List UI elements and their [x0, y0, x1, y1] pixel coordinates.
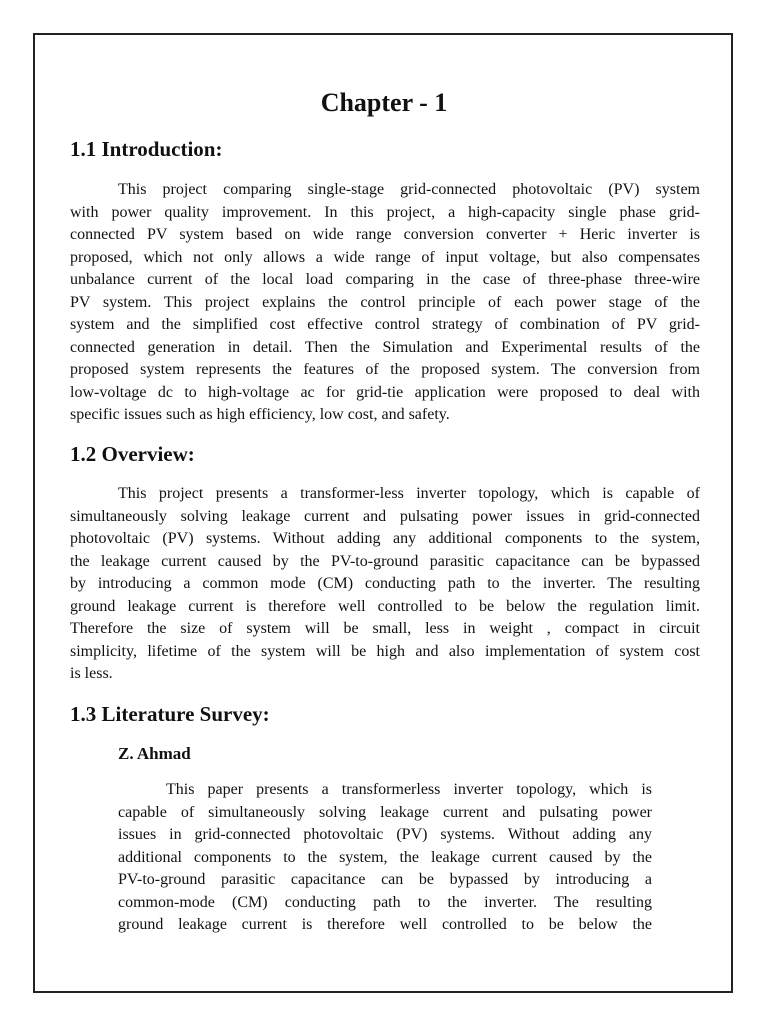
- text-line: proposed system represents the features of the proposed system. The conversion from: [70, 361, 700, 378]
- text-line: connected generation in detail. Then the Simulation and Experimental results of the: [70, 338, 700, 356]
- text-line: This paper presents a transformerless inverter topology, which is: [166, 781, 652, 798]
- text-line: issues in grid-connected photovoltaic (PV) systems. Without adding any: [118, 826, 652, 843]
- text-line: additional components to the system, the leakage current caused by the: [118, 848, 652, 866]
- text-line: simultaneously solving leakage current and pulsating power issues in grid-connected: [70, 507, 700, 525]
- text-line: Therefore the size of system will be small, less in weight , compact in circuit: [70, 620, 700, 637]
- text-line: connected PV system based on wide range conversion converter + Heric inverter is: [70, 226, 700, 243]
- heading-overview: 1.2 Overview:: [70, 442, 195, 466]
- text-line: is less.: [70, 665, 113, 682]
- text-line: simplicity, lifetime of the system will be high and also implementation of system cost: [70, 642, 700, 660]
- text-line: PV-to-ground parasitic capacitance can be bypassed by introducing a: [118, 871, 652, 888]
- text-line: capable of simultaneously solving leakage current and pulsating power: [118, 803, 652, 821]
- text-line: system and the simplified cost effective control strategy of combination of PV grid-: [70, 316, 700, 333]
- paragraph-literature: [118, 779, 652, 937]
- text-line: photovoltaic (PV) systems. Without adding any additional components to the system,: [70, 530, 700, 547]
- text-line: the leakage current caused by the PV-to-ground parasitic capacitance can be bypassed: [70, 552, 700, 570]
- heading-introduction: 1.1 Introduction:: [70, 137, 223, 161]
- text-line: This project presents a transformer-less inverter topology, which is capable of: [118, 485, 700, 502]
- subheading-author: Z. Ahmad: [118, 744, 191, 763]
- text-line: unbalance current of the local load comparing in the case of three-phase three-wire: [70, 271, 700, 288]
- text-line: specific issues such as high efficiency, low cost, and safety.: [70, 406, 450, 423]
- text-line: low-voltage dc to high-voltage ac for grid-tie application were proposed to deal with: [70, 383, 700, 401]
- paragraph-introduction: [70, 179, 700, 427]
- text-line: proposed, which not only allows a wide range of input voltage, but also compensates: [70, 248, 700, 266]
- text-line: with power quality improvement. In this project, a high-capacity single phase grid-: [70, 203, 700, 221]
- heading-literature-survey: 1.3 Literature Survey:: [70, 702, 270, 726]
- paragraph-overview: [70, 483, 700, 686]
- text-line: common-mode (CM) conducting path to the inverter. The resulting: [118, 893, 652, 911]
- text-line: This project comparing single-stage grid-connected photovoltaic (PV) system: [118, 181, 700, 198]
- text-line: by introducing a common mode (CM) conducting path to the inverter. The resulting: [70, 575, 700, 592]
- chapter-title: Chapter - 1: [320, 88, 448, 117]
- text-line: ground leakage current is therefore well controlled to be below the: [118, 916, 652, 933]
- text-line: ground leakage current is therefore well controlled to be below the regulation limit.: [70, 597, 700, 615]
- text-line: PV system. This project explains the control principle of each power stage of the: [70, 293, 700, 311]
